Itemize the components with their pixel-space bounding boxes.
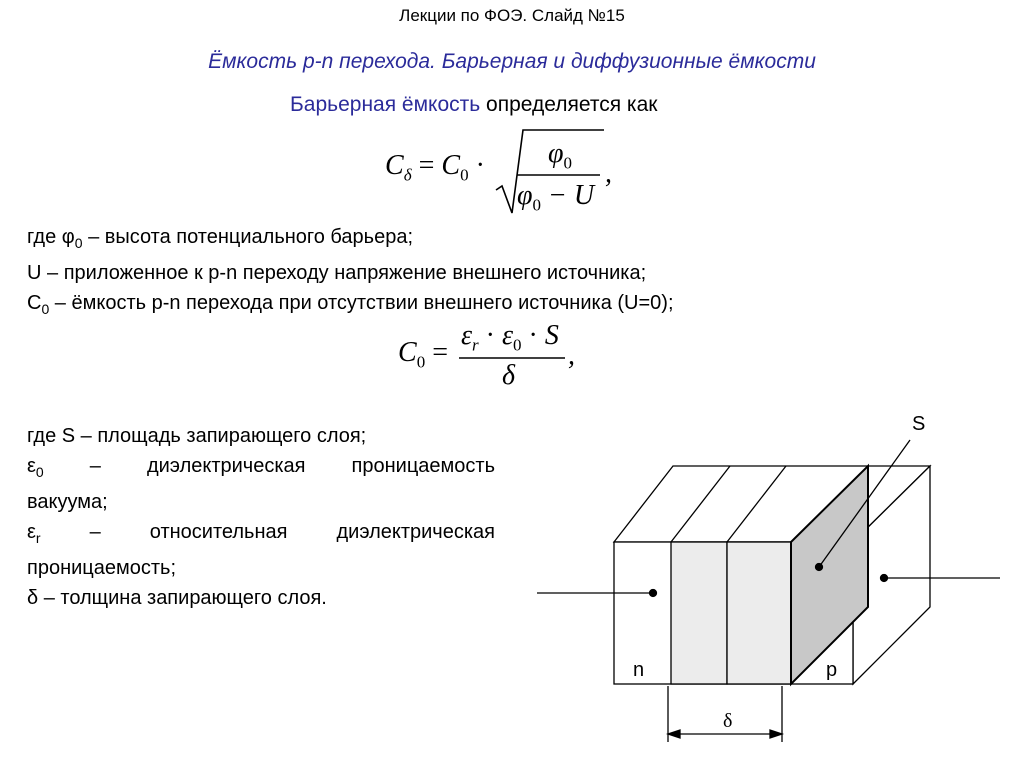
- formula1-dot: ·: [468, 150, 485, 181]
- formula1-den-sub: 0: [532, 195, 541, 215]
- def-sym: δ: [27, 587, 39, 609]
- formula2-equals: =: [425, 337, 448, 368]
- def-sym: ε: [27, 521, 36, 543]
- intro-highlight: Барьерная ёмкость: [290, 93, 481, 116]
- def-sym: ε: [27, 455, 36, 477]
- slide-title: Ёмкость p-n перехода. Барьерная и диффузионные ёмкости: [208, 50, 816, 73]
- label-p: p: [826, 659, 838, 681]
- formula1-lhs-sub: δ: [403, 165, 412, 185]
- formula1-radical: [496, 130, 604, 213]
- formula1-den-phi: φ: [517, 180, 533, 211]
- slide-header: Лекции по ФОЭ. Слайд №15: [399, 6, 625, 25]
- label-n: n: [633, 659, 645, 681]
- formula1-den-rest: − U: [541, 180, 595, 211]
- formula1-trail: ,: [605, 158, 612, 189]
- formula2-trail: ,: [568, 340, 575, 371]
- def-sub: r: [35, 530, 41, 546]
- definitions-prefix: где: [27, 226, 62, 248]
- def-text: – относительная диэлектрическая: [40, 521, 495, 543]
- def-text: – ёмкость p-n перехода при отсутствии внешнего источника (U=0);: [49, 292, 674, 314]
- formula2-lhs-sub: 0: [416, 352, 426, 372]
- formula2-e1-sub: r: [472, 335, 479, 355]
- def-sub: 0: [74, 235, 83, 251]
- def-sub: 0: [41, 301, 50, 317]
- formula1-num-sub: 0: [563, 153, 572, 173]
- label-s: S: [912, 413, 926, 435]
- definition-eps0-cont: вакуума;: [27, 491, 108, 513]
- formula2-lhs: C: [398, 337, 417, 368]
- depletion-strip-right: [727, 542, 791, 684]
- formula1-equals: =: [411, 150, 442, 181]
- depletion-strip-left: [671, 542, 727, 684]
- def-sym: U: [27, 262, 42, 284]
- formula2-dot1: ·: [478, 320, 502, 351]
- def-sym: φ: [61, 226, 75, 248]
- label-delta: δ: [723, 710, 733, 732]
- formula2-s: S: [544, 320, 559, 351]
- intro-rest: определяется как: [480, 93, 658, 116]
- formula2-denominator: δ: [502, 360, 516, 391]
- def-sym: C: [27, 292, 42, 314]
- def-sym: где S: [27, 425, 76, 447]
- def-text: – приложенное к p-n переходу напряжение внешнего источника;: [41, 262, 647, 284]
- def-text: – диэлектрическая проницаемость: [43, 455, 495, 477]
- definition-epsr-cont: проницаемость;: [27, 557, 177, 579]
- def-text: – высота потенциального барьера;: [82, 226, 414, 248]
- def-text: – толщина запирающего слоя.: [38, 587, 327, 609]
- formula1-num: φ: [548, 138, 564, 169]
- formula2-dot2: ·: [521, 320, 545, 351]
- formula1-c: C: [441, 150, 461, 181]
- formula2-e2-sub: 0: [513, 335, 522, 355]
- formula1-c-sub: 0: [460, 165, 469, 185]
- formula1-lhs: C: [385, 150, 404, 181]
- formula2-e1: ε: [461, 320, 473, 351]
- formula2-e2: ε: [502, 320, 514, 351]
- def-sub: 0: [35, 464, 44, 480]
- def-text: – площадь запирающего слоя;: [75, 425, 367, 447]
